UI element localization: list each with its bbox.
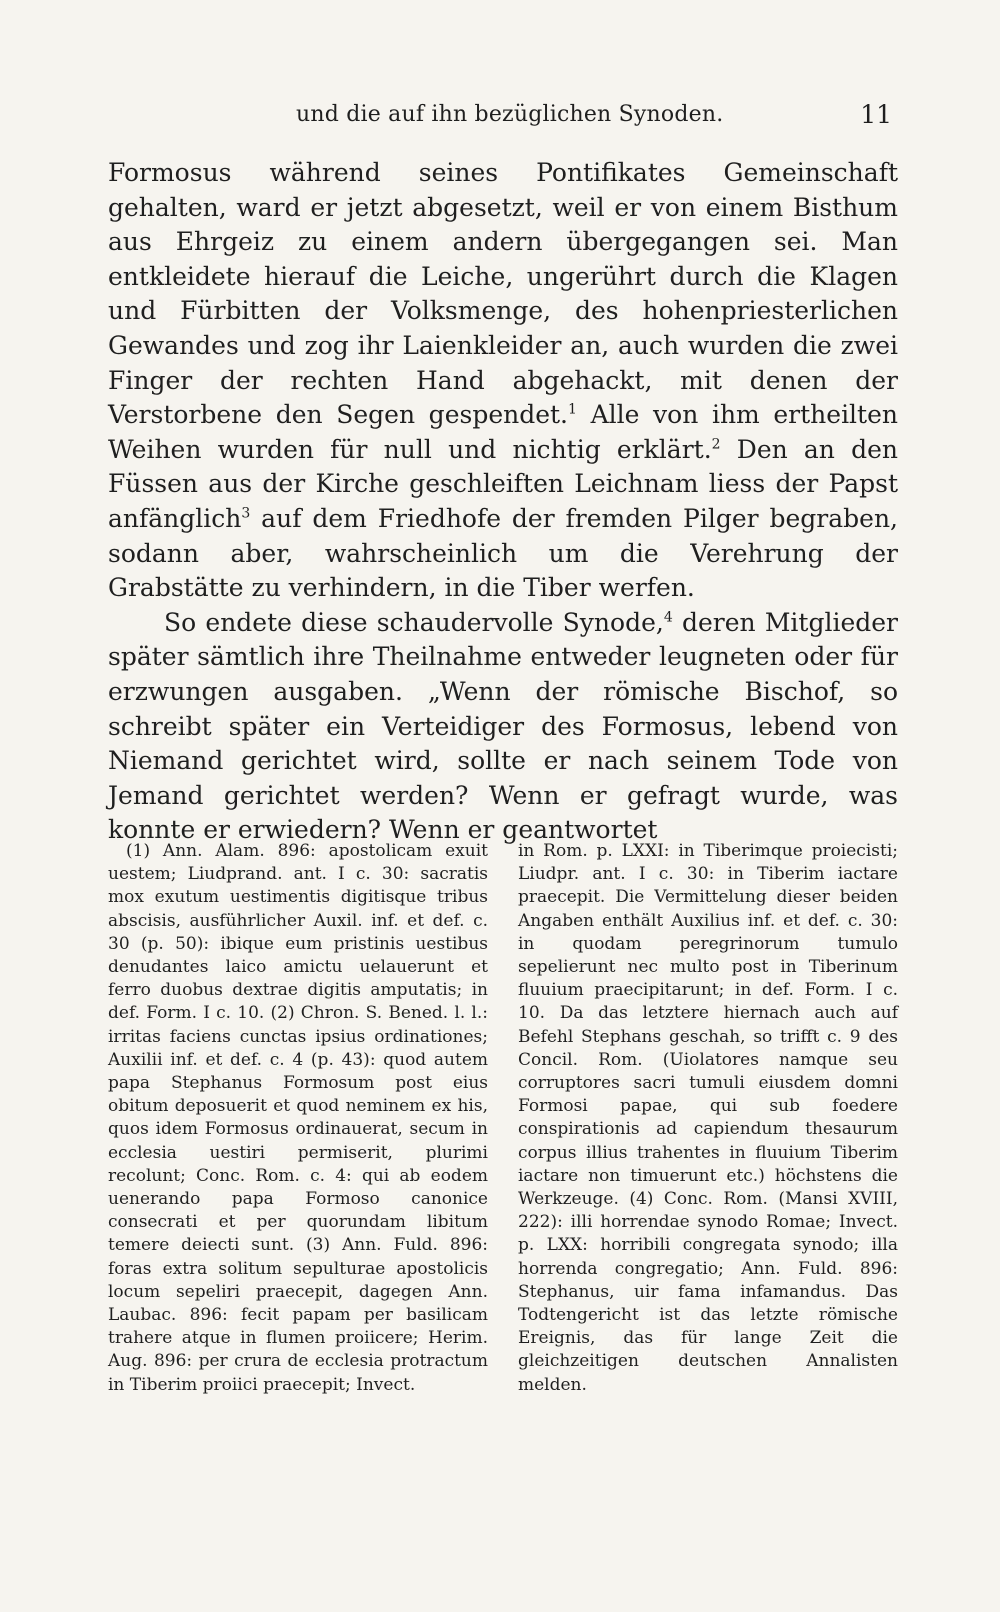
paragraph <box>108 156 898 606</box>
footnote-ref: 1 <box>568 401 577 418</box>
page-number: 11 <box>860 100 892 129</box>
main-text <box>108 156 898 848</box>
footnote-ref: 4 <box>663 609 673 626</box>
text-run: Alle von ihm ertheilten Weihen wurden für null und nichtig erklärt. <box>108 400 898 464</box>
running-head <box>108 98 898 138</box>
footnote-column-left <box>108 840 488 1397</box>
footnote-ref: 2 <box>711 436 721 453</box>
text-run: Formosus während seines Pontifikates Gemeinschaft gehalten, ward er jetzt abgesetzt, weil er von einem Bisthum aus Ehrgeiz zu einem andern übergegangen sei. Man entkleidete hierauf die Leiche, ungerührt durch die Klagen und Fürbitten der Volksmenge, des hohenpriesterlichen Gewandes und zog ihr Laienkleider an, auch wurden die zwei Finger der rechten Hand abgehackt, mit denen der Verstorbene den Segen gespendet. <box>108 158 898 430</box>
text-run: Den an den Füssen aus der Kirche geschleiften Leichnam liess der Papst anfänglich <box>108 434 899 533</box>
footnote-text: in Rom. p. LXXI: in Tiberimque proiecisti; Liudpr. ant. I c. 30: in Tiberim iactare praecepit. Die Vermittelung dieser beiden Angaben enthält Auxilius inf. et def. c. 30: in quodam peregrinorum tumulo sepelierunt nec multo post in Tiberinum fluuium praecipitarunt; in def. Form. I c. 10. Da das letztere hiernach auch auf Befehl Stephans geschah, so trifft c. 9 des Concil. Rom. (Uiolatores namque seu corruptores sacri tumuli eiusdem domni Formosi papae, qui sub foedere conspirationis ad capiendum thesaurum corpus illius trahentes in fluuium Tiberim iactare non timuerunt etc.) höchstens die Werkzeuge. (4) Conc. Rom. (Mansi XVIII, 222): illi horrendae synodo Romae; Invect. p. LXX: horribili congregata synodo; illa horrenda congregatio; Ann. Fuld. 896: Stephanus, uir fama infamandus. Das Todtengericht ist das letzte römische Ereignis, das für lange Zeit die gleichzeitigen deutschen Annalisten melden. <box>518 841 898 1395</box>
text-run: auf dem Friedhofe der fremden Pilger begraben, sodann aber, wahrscheinlich um die Verehrung der Grabstätte zu verhindern, in die Tiber werfen. <box>108 503 898 603</box>
footnotes <box>108 840 898 1397</box>
text-run: deren Mitglieder später sämtlich ihre Theilnahme entweder leugneten oder für erzwungen ausgaben. „Wenn der römische Bischof, so schreibt später ein Verteidiger des Formosus, lebend von Niemand gerichtet wird, sollte er nach seinem Tode von Jemand gerichtet werden? Wenn er gefragt wurde, was konnte er erwiedern? Wenn er geantwortet <box>108 607 898 845</box>
running-head-title: und die auf ihn bezüglichen Synoden. <box>296 102 724 127</box>
footnote-column-right <box>518 840 898 1397</box>
footnote-ref: 3 <box>241 505 251 522</box>
text-run: So endete diese schaudervolle Synode, <box>164 607 664 637</box>
paragraph <box>108 606 898 848</box>
footnote-text: (1) Ann. Alam. 896: apostolicam exuit uestem; Liudprand. ant. I c. 30: sacratis mox exutum uestimentis digitisque tribus abscisis, ausführlicher Auxil. inf. et def. c. 30 (p. 50): ibique eum pristinis uestibus denudantes laico amictu uelauerunt et ferro duobus dextrae digitis amputatis; in def. Form. I c. 10. (2) Chron. S. Bened. l. l.: irritas faciens cunctas ipsius ordinationes; Auxilii inf. et def. c. 4 (p. 43): quod autem papa Stephanus Formosum post eius obitum deposuerit et quod neminem ex his, quos idem Formosus ordinauerat, secum in ecclesia uestiri permiserit, plurimi recolunt; Conc. Rom. c. 4: qui ab eodem uenerando papa Formoso canonice consecrati et per quorundam libitum temere deiecti sunt. (3) Ann. Fuld. 896: foras extra solitum sepulturae apostolicis locum sepeliri praecepit, dagegen Ann. Laubac. 896: fecit papam per basilicam trahere atque in flumen proiicere; Herim. Aug. 896: per crura de ecclesia protractum in Tiberim proiici praecepit; Invect. <box>108 841 488 1395</box>
